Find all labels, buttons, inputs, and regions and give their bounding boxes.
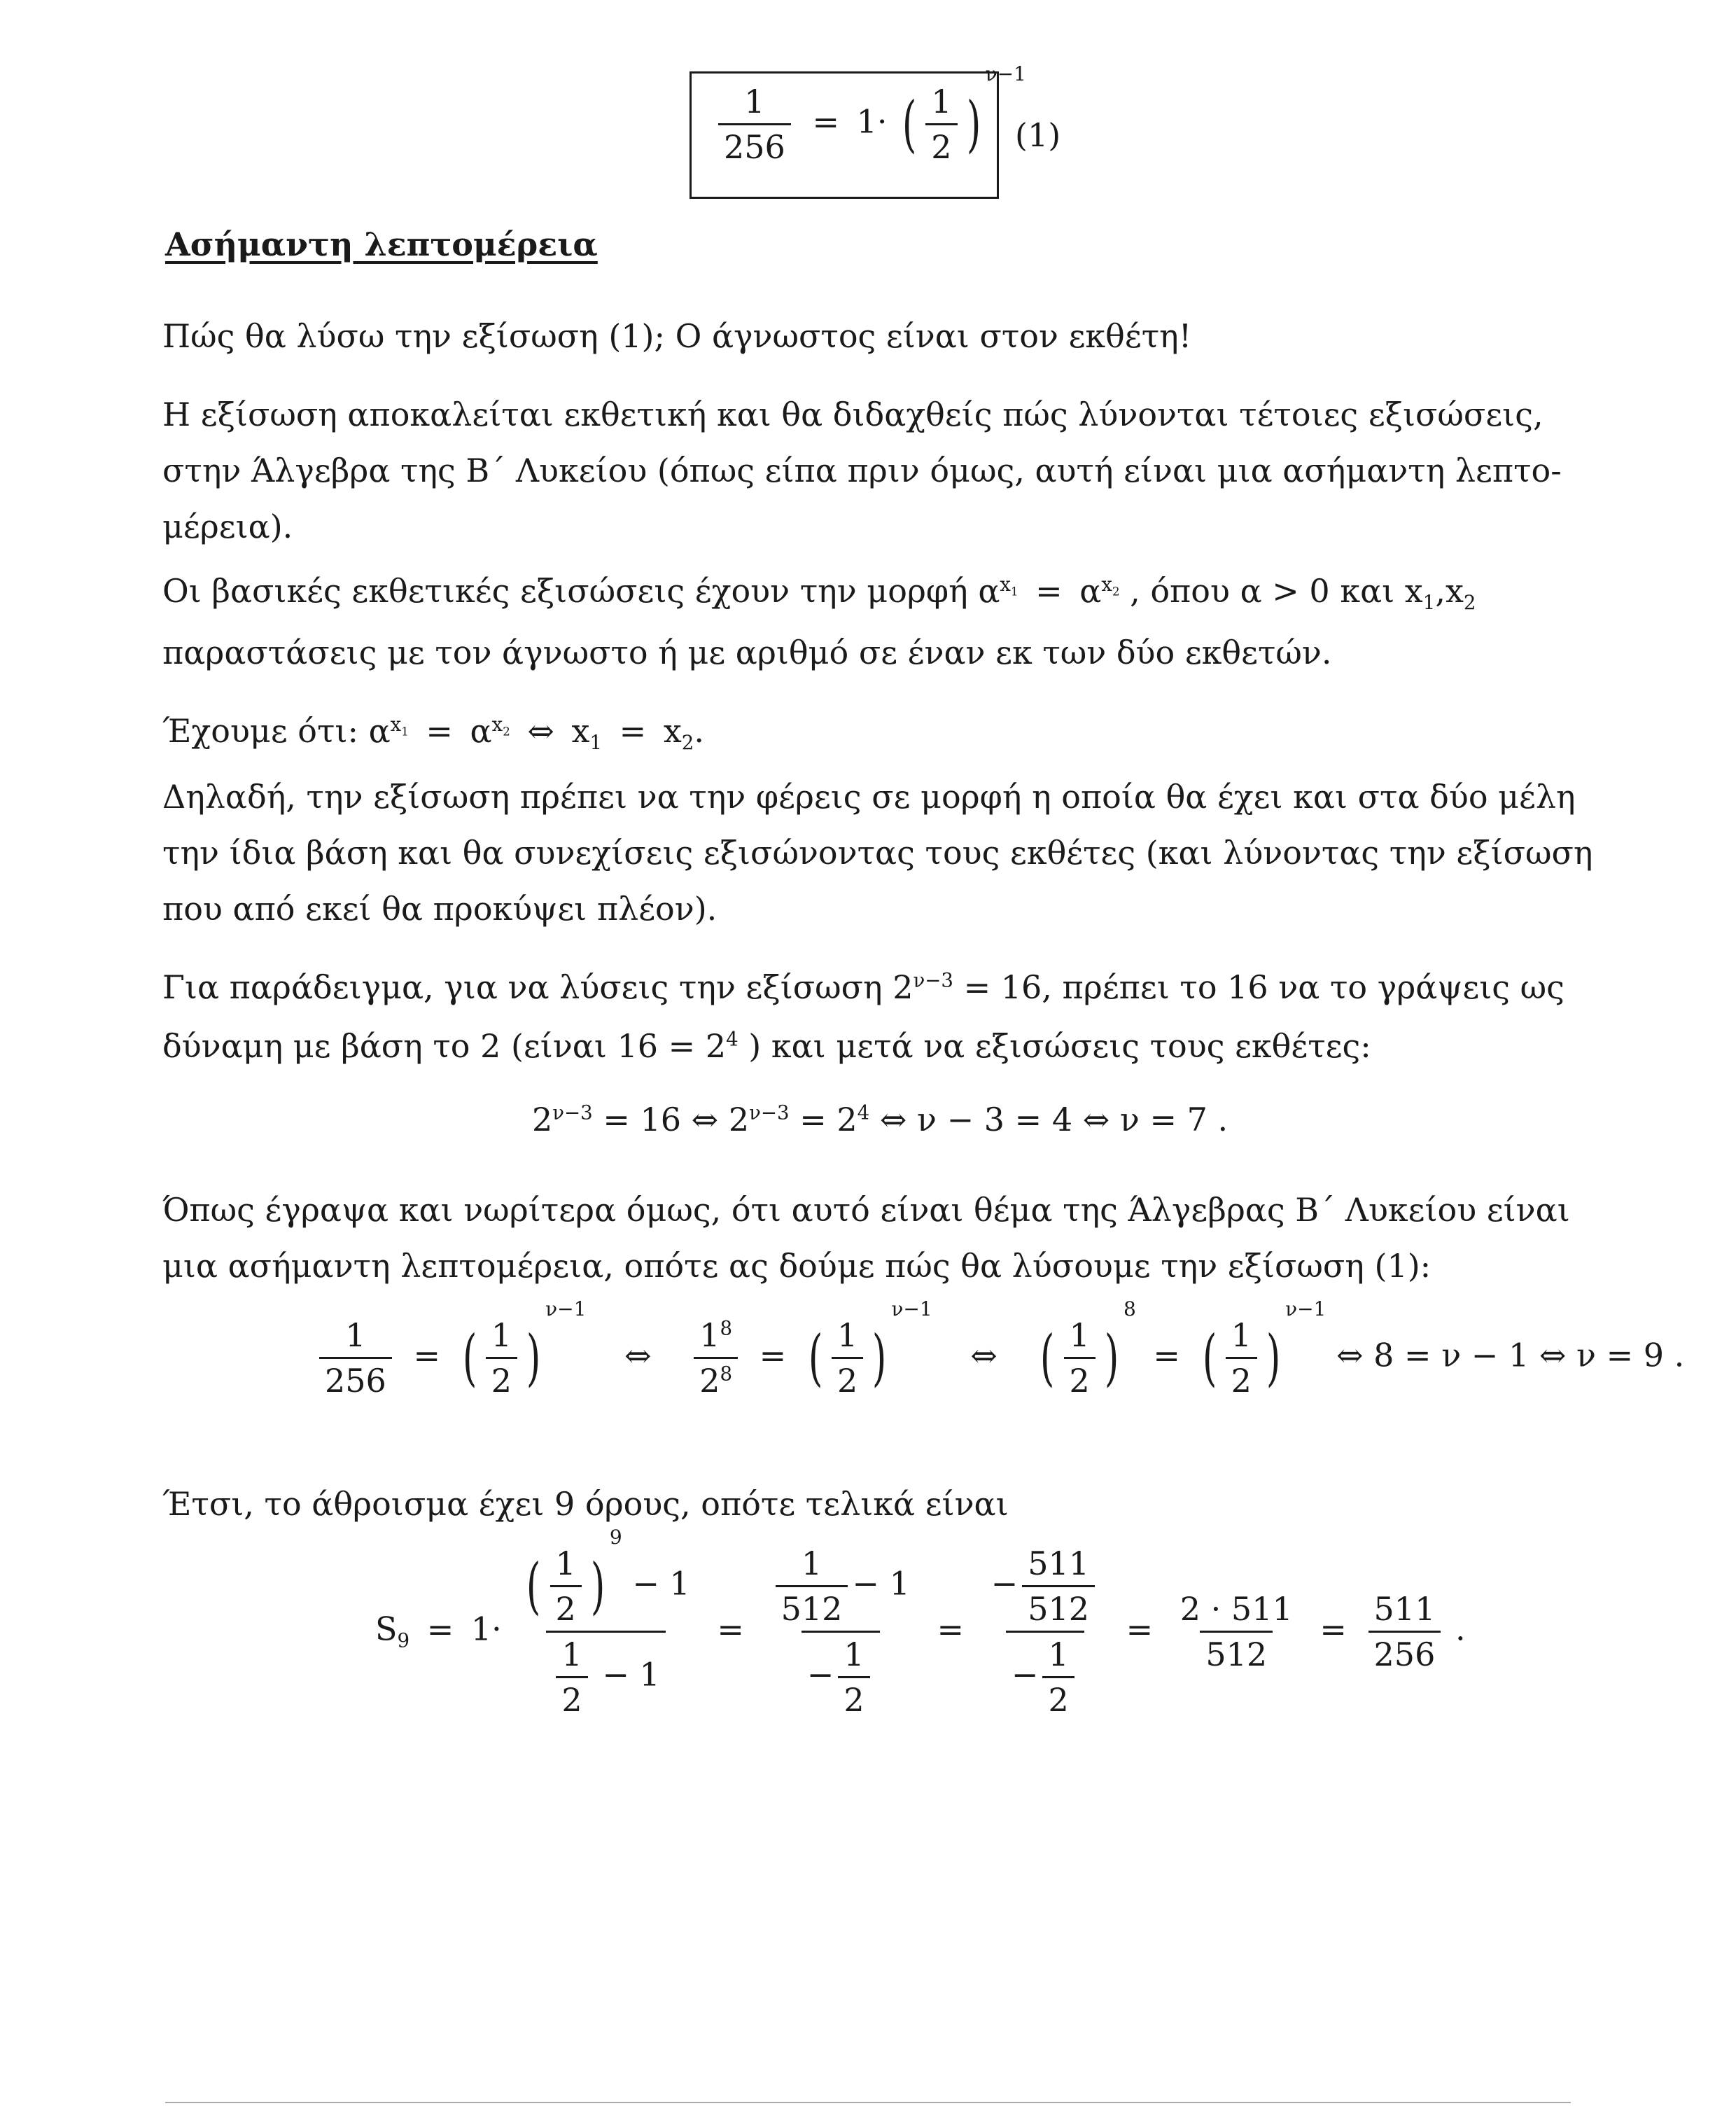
text-line: Όπως έγραψα και νωρίτερα όμως, ότι αυτό είναι θέμα της Άλγεβρας Β΄ Λυκείου είναι: [162, 1191, 1570, 1229]
example-equation: $2^{\nu-3} = 16$ ⇔ $2^{\nu-3} = 2^4$ ⇔ ν − 3 = 4 ⇔ ν = 7 .: [532, 1101, 1228, 1138]
dot-operator: ·: [876, 102, 888, 141]
text-line: δύναμη με βάση το 2 (είναι $16 = 2^4$ ) και μετά να εξισώσεις τους εκθέτες:: [162, 1027, 1371, 1065]
text-line: παραστάσεις με τον άγνωστο ή με αριθμό σε έναν εκ των δύο εκθετών.: [162, 634, 1332, 671]
paragraph-question: [162, 308, 1583, 364]
text-line: Για παράδειγμα, για να λύσεις την εξίσωση $2^{\nu-3} = 16$, πρέπει το 16 να το γράψεις ως: [162, 968, 1564, 1006]
coefficient: 1: [856, 102, 877, 141]
denominator: 2: [925, 123, 957, 166]
equation-label: (1): [1015, 116, 1061, 154]
equals-sign: =: [812, 102, 839, 141]
text-line: που από εκεί θα προκύψει πλέον).: [162, 890, 718, 928]
exponent: ν−1: [985, 62, 1026, 86]
text-line: Η εξίσωση αποκαλείται εκθετική και θα διδαχθείς πώς λύνονται τέτοιες εξισώσεις,: [162, 396, 1544, 433]
text-line: μέρεια).: [162, 508, 293, 545]
footer-rule: [165, 2102, 1571, 2103]
numerator: 1: [744, 83, 765, 120]
paragraph-basic-forms: [162, 560, 1583, 683]
parenthesized-fraction: ( $\frac{1}{2}$ ): [902, 83, 981, 166]
paragraph-sum: [162, 1476, 1583, 1532]
paragraph-equivalence: [162, 703, 1583, 759]
solution-equation: $\frac{1}{256}$ = ( $\frac{1}{2}$ ) $^{\nu-1}$ ⇔ $\frac{1^8}{2^8}$ = ( $\frac{1}{2}$ ) $^{\nu-1}$ ⇔ ( $\frac{1}{2}$ ) $^8$ = ( $\frac{1}{2}$ ) $^{\nu-1}$ ⇔ 8 = ν − 1 ⇔ ν = 9 .: [315, 1316, 1684, 1400]
text-line: Δηλαδή, την εξίσωση πρέπει να την φέρεις σε μορφή η οποία θα έχει και στα δύο μέλη: [162, 778, 1576, 816]
sum-equation: $S_9 = 1\cdot$ ( $\frac{1}{2}$ ) $^9$ − 1 $\frac{1}{2}$ − 1 = $\frac{1}{512}$ − 1 − $\frac{1}{2}$ = − $\frac{511}{512}$ − $\frac{1}{2}$ = $\frac{2 \cdot 511}{512}$ = $\frac{511}{256}$ .: [375, 1526, 1466, 1719]
paragraph-method: [162, 769, 1593, 937]
section-heading: Ασήμαντη λεπτομέρεια: [165, 225, 598, 263]
numerator: 1: [931, 83, 952, 120]
paragraph-example: [162, 958, 1583, 1075]
fraction-1-over-2: [925, 83, 957, 166]
text-line: Έχουμε ότι: $\alpha^{x_1} = \alpha^{x_2}$ ⇔ $x_1 = x_2$.: [162, 712, 704, 755]
alpha-symbol: α: [978, 572, 1000, 610]
text-line: στην Άλγεβρα της Β΄ Λυκείου (όπως είπα πριν όμως, αυτή είναι μια ασήμαντη λεπτο-: [162, 452, 1562, 489]
denominator: 256: [718, 123, 791, 166]
text-line: Οι βασικές εκθετικές εξισώσεις έχουν την μορφή $\alpha^{x_1} = \alpha^{x_2}$ , όπου α > 0 και $x_1,x_2$: [162, 572, 1476, 615]
fraction-1-over-256: [718, 83, 791, 166]
text-line: Έτσι, το άθροισμα έχει 9 όρους, οπότε τελικά είναι: [162, 1485, 1009, 1523]
text-line: Πώς θα λύσω την εξίσωση (1); Ο άγνωστος είναι στον εκθέτη!: [162, 317, 1192, 355]
text-line: την ίδια βάση και θα συνεχίσεις εξισώνοντας τους εκθέτες (και λύνοντας την εξίσωση: [162, 834, 1593, 872]
paragraph-exponential-intro: [162, 386, 1583, 555]
condition: α > 0: [1240, 572, 1330, 610]
paragraph-solve-1: [162, 1182, 1583, 1294]
text-line: μια ασήμαντη λεπτομέρεια, οπότε ας δούμε πώς θα λύσουμε την εξίσωση (1):: [162, 1247, 1432, 1285]
